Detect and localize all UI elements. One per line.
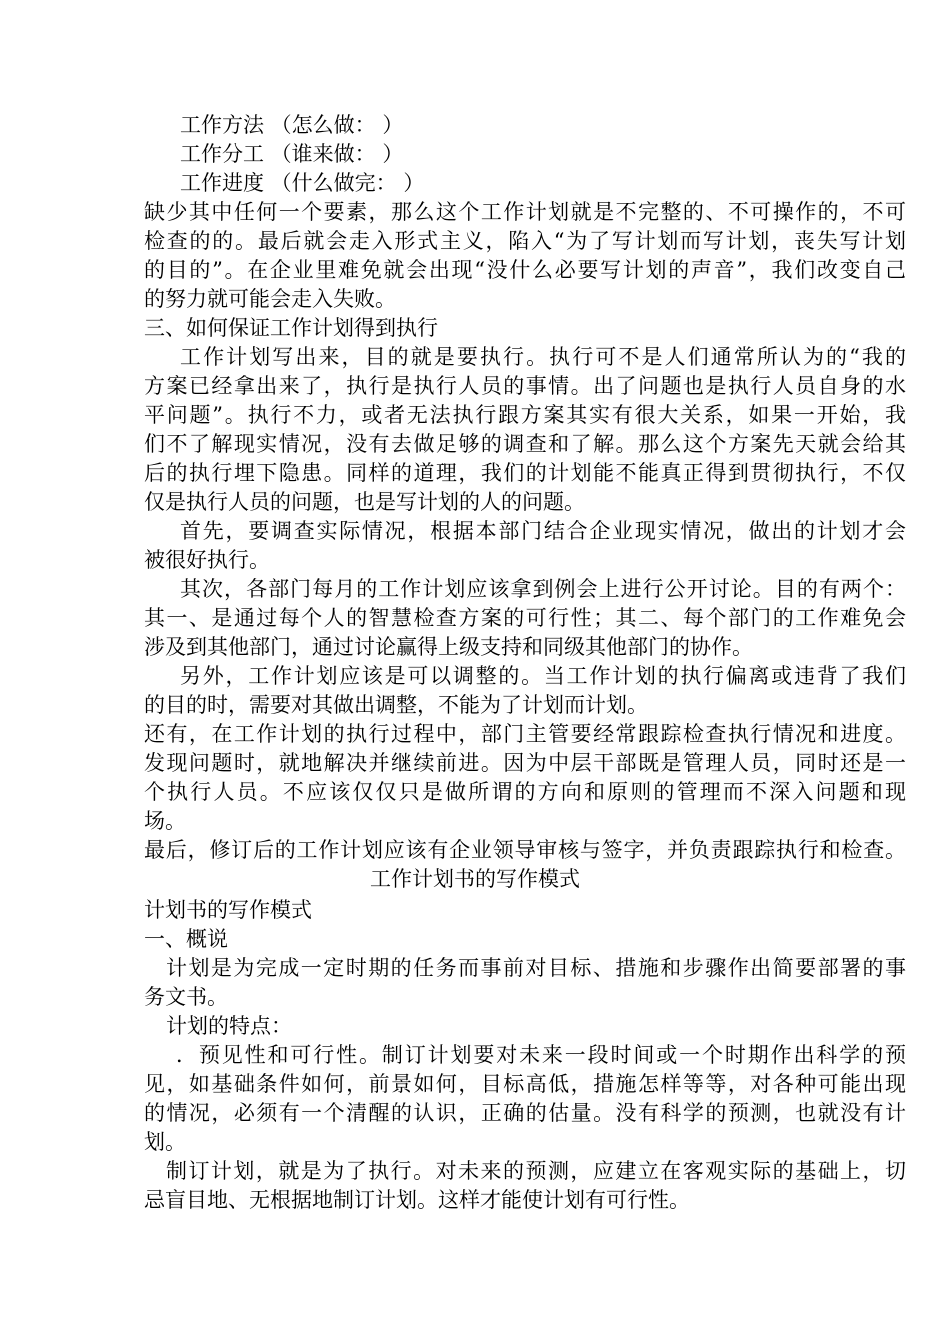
- text-line: 平问题”。执行不力，或者无法执行跟方案其实有很大关系，如果一开始，我: [144, 403, 906, 427]
- text-line: 检查的的。最后就会走入形式主义，陷入“为了写计划而写计划，丧失写计划: [144, 229, 906, 253]
- text-line: 个执行人员。不应该仅仅只是做所谓的方向和原则的管理而不深入问题和现: [144, 780, 906, 804]
- text-line: ．预见性和可行性。制订计划要对未来一段时间或一个时期作出科学的预: [176, 1043, 906, 1067]
- text-line: 缺少其中任何一个要素，那么这个工作计划就是不完整的、不可操作的，不可: [144, 200, 906, 224]
- text-line: 首先，要调查实际情况，根据本部门结合企业现实情况，做出的计划才会: [180, 519, 906, 543]
- text-line: 的目的时，需要对其做出调整，不能为了计划而计划。: [144, 693, 648, 717]
- text-line: 们不了解现实情况，没有去做足够的调查和了解。那么这个方案先天就会给其: [144, 432, 906, 456]
- text-line: 还有，在工作计划的执行过程中，部门主管要经常跟踪检查执行情况和进度。: [144, 722, 906, 746]
- text-line: 工作分工 （谁来做： ）: [180, 142, 404, 166]
- text-line: 的情况，必须有一个清醒的认识，正确的估量。没有科学的预测，也就没有计: [144, 1101, 906, 1125]
- text-line: 后的执行埋下隐患。同样的道理，我们的计划能不能真正得到贯彻执行，不仅: [144, 461, 906, 485]
- text-line: 工作方法 （怎么做： ）: [180, 113, 404, 137]
- text-line: 计划是为完成一定时期的任务而事前对目标、措施和步骤作出简要部署的事: [166, 956, 906, 980]
- text-line: 其次，各部门每月的工作计划应该拿到例会上进行公开讨论。目的有两个：: [180, 577, 906, 601]
- text-line: 的目的”。在企业里难免就会出现“没什么必要写计划的声音”，我们改变自己: [144, 258, 906, 282]
- text-line: 其一、是通过每个人的智慧检查方案的可行性；其二、每个部门的工作难免会: [144, 606, 906, 630]
- text-line: 工作进度 （什么做完： ）: [180, 171, 425, 195]
- text-line: 仅是执行人员的问题，也是写计划的人的问题。: [144, 490, 585, 514]
- text-line: 另外，工作计划应该是可以调整的。当工作计划的执行偏离或违背了我们: [180, 664, 906, 688]
- text-line: 方案已经拿出来了，执行是执行人员的事情。出了问题也是执行人员自身的水: [144, 374, 906, 398]
- text-line: 划。: [144, 1130, 186, 1154]
- text-line: 计划书的写作模式: [144, 898, 312, 922]
- text-line: 一、概说: [144, 927, 228, 951]
- text-line: 的努力就可能会走入失败。: [144, 287, 396, 311]
- text-line: 三、如何保证工作计划得到执行: [144, 316, 438, 340]
- text-line: 忌盲目地、无根据地制订计划。这样才能使计划有可行性。: [144, 1188, 690, 1212]
- text-line: 务文书。: [144, 985, 228, 1009]
- text-line: 场。: [144, 809, 186, 833]
- text-line: 工作计划书的写作模式: [370, 867, 580, 891]
- text-line: 涉及到其他部门，通过讨论赢得上级支持和同级其他部门的协作。: [144, 635, 753, 659]
- text-line: 发现问题时，就地解决并继续前进。因为中层干部既是管理人员，同时还是一: [144, 751, 906, 775]
- text-line: 工作计划写出来，目的就是要执行。执行可不是人们通常所认为的“我的: [180, 345, 906, 369]
- text-line: 制订计划，就是为了执行。对未来的预测，应建立在客观实际的基础上，切: [166, 1159, 906, 1183]
- text-line: 见，如基础条件如何，前景如何，目标高低，措施怎样等等，对各种可能出现: [144, 1072, 906, 1096]
- text-line: 最后，修订后的工作计划应该有企业领导审核与签字，并负责跟踪执行和检查。: [144, 838, 906, 862]
- text-line: 被很好执行。: [144, 548, 270, 572]
- text-line: 计划的特点：: [166, 1014, 292, 1038]
